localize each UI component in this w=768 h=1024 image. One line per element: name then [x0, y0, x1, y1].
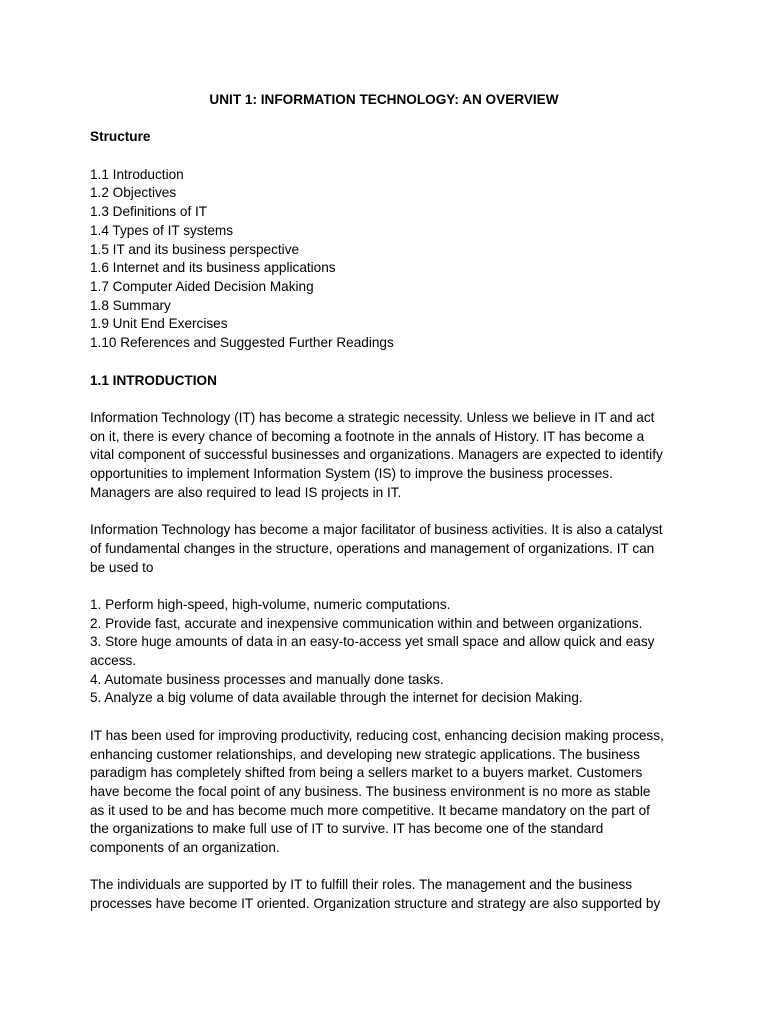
spacer	[90, 110, 678, 129]
paragraph-line: opportunities to implement Information System (IS) to improve the business processes.	[90, 466, 613, 481]
paragraph-line: on it, there is every chance of becoming a footnote in the annals of History. IT has become a	[90, 428, 645, 444]
structure-item: 1.2 Objectives	[90, 185, 177, 201]
structure-item: 1.7 Computer Aided Decision Making	[90, 279, 314, 294]
structure-item: 1.9 Unit End Exercises	[90, 316, 228, 332]
structure-item: 1.10 References and Suggested Further Readings	[90, 335, 394, 351]
spacer	[90, 147, 678, 166]
section-heading: 1.1 INTRODUCTION	[90, 372, 217, 388]
paragraph-2	[90, 521, 678, 577]
list-item: 5. Analyze a big volume of data available through the internet for decision Making.	[90, 690, 583, 706]
structure-item: 1.4 Types of IT systems	[90, 222, 234, 238]
numbered-list	[90, 596, 678, 708]
paragraph-line: processes have become IT oriented. Organization structure and strategy are also supported by	[90, 896, 661, 912]
document-title: UNIT 1: INFORMATION TECHNOLOGY: AN OVERVIEW	[209, 92, 559, 107]
structure-item: 1.6 Internet and its business applications	[90, 260, 336, 276]
paragraph-line: The individuals are supported by IT to fulfill their roles. The management and the business	[90, 877, 633, 893]
paragraph-3	[90, 727, 678, 858]
paragraph-line: Managers are also required to lead IS projects in IT.	[90, 484, 402, 500]
spacer	[90, 577, 678, 596]
document-content	[90, 91, 678, 914]
structure-item: 1.5 IT and its business perspective	[90, 241, 300, 257]
list-item: 3. Store huge amounts of data in an easy-to-access yet small space and allow quick and easy	[90, 634, 655, 650]
structure-item: 1.1 Introduction	[90, 166, 184, 182]
paragraph-line: the organizations to make full use of IT to survive. IT has become one of the standard	[90, 821, 604, 837]
structure-heading: Structure	[90, 129, 151, 145]
spacer	[90, 708, 678, 727]
paragraph-line: of fundamental changes in the structure, operations and management of organizations. IT can	[90, 540, 655, 556]
spacer	[90, 858, 678, 877]
structure-item: 1.3 Definitions of IT	[90, 204, 208, 220]
spacer	[90, 502, 678, 521]
spacer	[90, 353, 678, 372]
list-item: 4. Automate business processes and manually done tasks.	[90, 671, 444, 687]
paragraph-line: IT has been used for improving productivity, reducing cost, enhancing decision making process,	[90, 727, 664, 743]
paragraph-line: as it used to be and has become much more competitive. It became mandatory on the part of	[90, 802, 650, 818]
paragraph-line: be used to	[90, 559, 154, 575]
paragraph-line: Information Technology has become a major facilitator of business activities. It is also a catalyst	[90, 522, 663, 538]
paragraph-1	[90, 409, 678, 503]
paragraph-4	[90, 876, 678, 913]
list-item: access.	[90, 653, 137, 668]
paragraph-line: vital component of successful businesses and organizations. Managers are expected to identify	[90, 447, 663, 463]
list-item: 2. Provide fast, accurate and inexpensive communication within and between organizations.	[90, 615, 643, 631]
list-item: 1. Perform high-speed, high-volume, numeric computations.	[90, 596, 451, 612]
paragraph-line: paradigm has completely shifted from being a sellers market to a buyers market. Customers	[90, 765, 643, 781]
paragraph-line: enhancing customer relationships, and developing new strategic applications. The business	[90, 746, 640, 762]
structure-item: 1.8 Summary	[90, 297, 171, 313]
paragraph-line: components of an organization.	[90, 840, 280, 856]
paragraph-line: have become the focal point of any business. The business environment is no more as stable	[90, 783, 651, 799]
paragraph-line: Information Technology (IT) has become a strategic necessity. Unless we believe in IT and act	[90, 409, 655, 425]
spacer	[90, 390, 678, 409]
structure-list	[90, 166, 678, 353]
